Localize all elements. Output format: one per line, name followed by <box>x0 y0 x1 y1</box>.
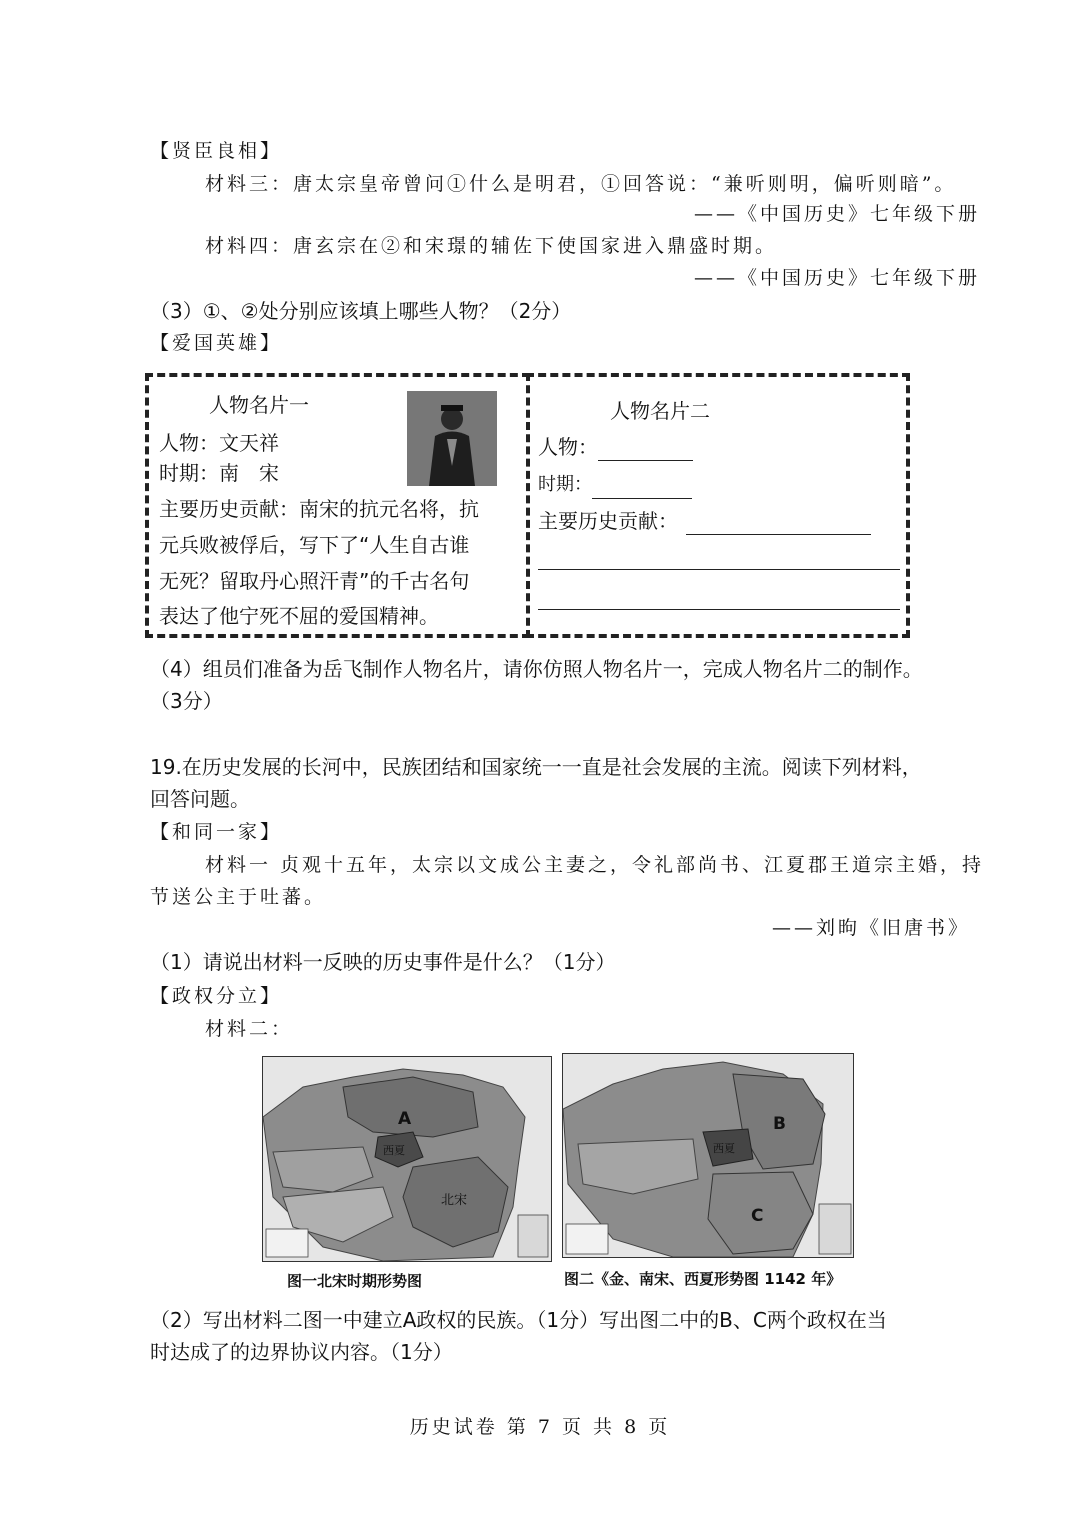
map-label-b: B <box>773 1114 786 1134</box>
map-jin-southern-song <box>562 1053 854 1258</box>
question-3: （3）①、②处分别应该填上哪些人物？（2分） <box>150 299 572 323</box>
page-footer: 历史试卷 第 7 页 共 8 页 <box>409 1416 671 1438</box>
source-citation: ——《中国历史》七年级下册 <box>693 203 980 225</box>
answer-line[interactable] <box>538 569 900 570</box>
answer-line[interactable] <box>538 609 900 610</box>
material-one: 节送公主于吐蕃。 <box>150 886 327 908</box>
map-label-a: A <box>398 1109 412 1129</box>
material-four: 材料四：唐玄宗在②和宋璟的辅佐下使国家进入鼎盛时期。 <box>205 235 778 257</box>
card-period: 时期：南 宋 <box>159 461 279 485</box>
map-label-c: C <box>751 1206 764 1226</box>
answer-blank[interactable] <box>686 512 871 535</box>
question-2: 时达成了的边界协议内容。（1分） <box>150 1340 453 1364</box>
map-label-xixia: 西夏 <box>713 1142 735 1155</box>
question-4-score: （3分） <box>150 689 223 713</box>
card-person: 人物：文天祥 <box>159 431 279 455</box>
card-contribution-line: 无死？留取丹心照汗青”的千古名句 <box>159 569 470 593</box>
source-citation: ——刘昫《旧唐书》 <box>771 917 970 939</box>
question-1: （1）请说出材料一反映的历史事件是什么？（1分） <box>150 950 616 974</box>
map-northern-song <box>262 1056 552 1262</box>
material-three: 材料三：唐太宗皇帝曾问①什么是明君，①回答说：“兼听则明，偏听则暗”。 <box>205 173 957 195</box>
card-person-label: 人物： <box>538 435 598 459</box>
map-label-xixia: 西夏 <box>383 1144 405 1157</box>
person-card-two <box>526 373 910 638</box>
material-two: 材料二： <box>205 1018 294 1040</box>
person-card-one <box>145 373 530 638</box>
map-label-song: 北宋 <box>441 1193 468 1208</box>
portrait-image <box>407 391 497 486</box>
source-citation: ——《中国历史》七年级下册 <box>693 267 980 289</box>
card-contribution-line: 表达了他宁死不屈的爱国精神。 <box>159 604 439 628</box>
card-title: 人物名片二 <box>610 399 710 423</box>
card-period-label: 时期： <box>538 474 592 495</box>
question-19-stem: 回答问题。 <box>150 787 250 811</box>
section-heading-hetong: 【和同一家】 <box>150 821 283 843</box>
map-caption: 图二《金、南宋、西夏形势图 1142 年》 <box>564 1270 842 1288</box>
answer-blank[interactable] <box>598 438 693 461</box>
card-title: 人物名片一 <box>209 393 309 417</box>
section-heading-aiguo: 【爱国英雄】 <box>150 332 283 354</box>
answer-blank[interactable] <box>592 476 692 499</box>
question-2: （2）写出材料二图一中建立A政权的民族。（1分）写出图二中的B、C两个政权在当 <box>150 1308 887 1332</box>
card-contribution-line: 元兵败被俘后，写下了“人生自古谁 <box>159 533 470 557</box>
card-contribution-line: 主要历史贡献：南宋的抗元名将，抗 <box>159 497 479 521</box>
map-caption: 图一北宋时期形势图 <box>287 1272 423 1290</box>
question-19-stem: 19.在历史发展的长河中，民族团结和国家统一一直是社会发展的主流。阅读下列材料， <box>150 755 922 779</box>
card-contribution-label: 主要历史贡献： <box>538 509 678 533</box>
section-heading-xianchen: 【贤臣良相】 <box>150 140 283 162</box>
material-one: 材料一 贞观十五年，太宗以文成公主妻之，令礼部尚书、江夏郡王道宗主婚，持 <box>205 854 985 876</box>
section-heading-zhengquan: 【政权分立】 <box>150 985 283 1007</box>
question-4: （4）组员们准备为岳飞制作人物名片，请你仿照人物名片一，完成人物名片二的制作。 <box>150 657 923 681</box>
